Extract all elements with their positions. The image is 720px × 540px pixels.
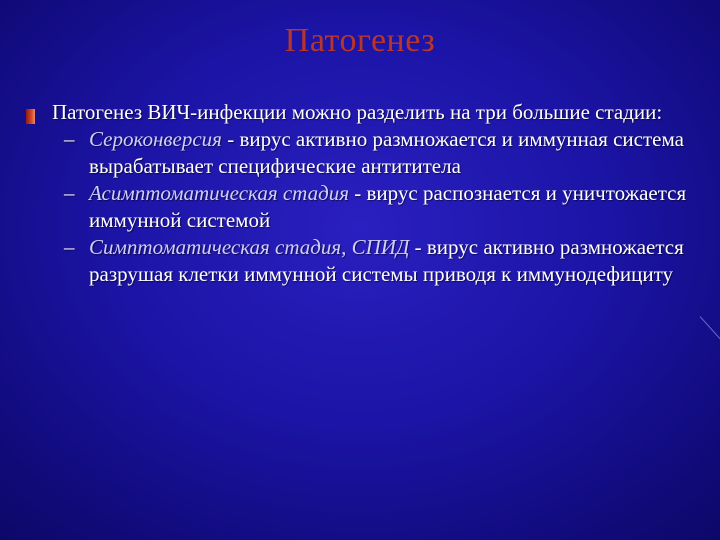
stage-term: Сероконверсия <box>89 127 222 151</box>
square-bullet-icon <box>26 109 35 124</box>
stage-description: вирус активно размножается и иммунная система вырабатывает специфические антититела <box>89 127 684 178</box>
stage-term: Асимптоматическая стадия <box>89 181 349 205</box>
stage-item-symptomatic <box>52 234 712 288</box>
stage-separator: - <box>349 181 367 205</box>
decorative-line <box>700 316 720 342</box>
stage-term: Симптоматическая стадия, СПИД <box>89 235 410 259</box>
slide-body <box>52 99 712 288</box>
dash-bullet-icon: – <box>64 181 75 205</box>
dash-bullet-icon: – <box>64 235 75 259</box>
stage-item-seroconversion <box>52 126 712 180</box>
slide-title: Патогенез <box>284 22 436 59</box>
stage-item-asymptomatic <box>52 180 712 234</box>
stage-description: вирус распознается и уничтожается иммунной системой <box>89 181 687 232</box>
intro-text: Патогенез ВИЧ-инфекции можно разделить на три большие стадии: <box>52 100 663 124</box>
stage-description: вирус активно размножается разрушая клетки иммунной системы приводя к иммунодефициту <box>89 235 684 286</box>
stage-separator: - <box>221 127 240 151</box>
stage-separator: - <box>409 235 427 259</box>
dash-bullet-icon: – <box>64 127 75 151</box>
